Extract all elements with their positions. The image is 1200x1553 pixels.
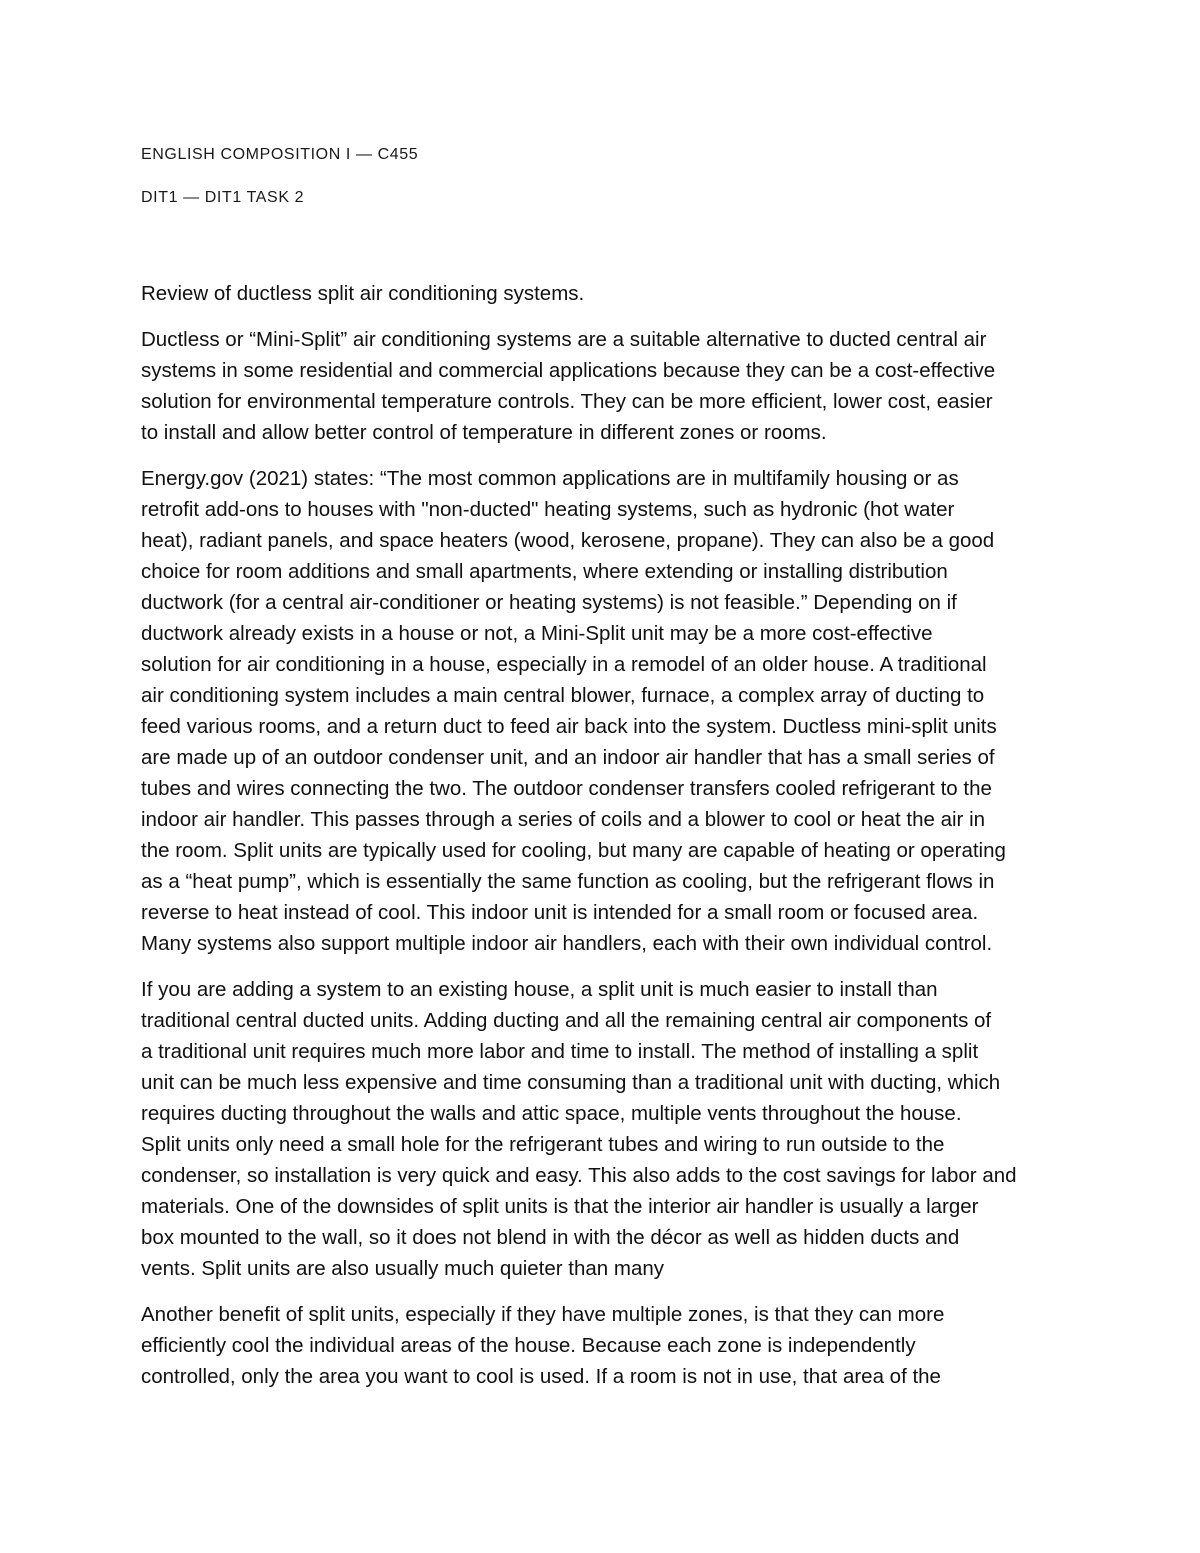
text-line: to install and allow better control of temperature in different zones or rooms. bbox=[141, 421, 827, 444]
essay-title bbox=[141, 278, 1061, 309]
text-line: Split units only need a small hole for the refrigerant tubes and wiring to run outside to the bbox=[141, 1133, 945, 1156]
paragraph bbox=[141, 1299, 1061, 1392]
text-line: If you are adding a system to an existing house, a split unit is much easier to install than bbox=[141, 978, 938, 1001]
paragraph bbox=[141, 974, 1061, 1284]
text-line: indoor air handler. This passes through a series of coils and a blower to cool or heat the air in bbox=[141, 808, 986, 831]
text-line: requires ducting throughout the walls and attic space, multiple vents throughout the house. bbox=[141, 1102, 962, 1125]
text-line: Energy.gov (2021) states: “The most common applications are in multifamily housing or as bbox=[141, 467, 959, 490]
text-line: efficiently cool the individual areas of the house. Because each zone is independently bbox=[141, 1334, 916, 1357]
text-line: ductwork already exists in a house or not, a Mini-Split unit may be a more cost-effective bbox=[141, 622, 933, 645]
text-line: the room. Split units are typically used for cooling, but many are capable of heating or operating bbox=[141, 839, 1006, 862]
essay-body bbox=[141, 278, 1061, 1407]
text-line: condenser, so installation is very quick and easy. This also adds to the cost savings for labor and bbox=[141, 1164, 1017, 1187]
text-line: vents. Split units are also usually much quieter than many bbox=[141, 1257, 665, 1280]
text-line: air conditioning system includes a main central blower, furnace, a complex array of ducting to bbox=[141, 684, 985, 707]
text-line: heat), radiant panels, and space heaters (wood, kerosene, propane). They can also be a good bbox=[141, 529, 995, 552]
course-title: ENGLISH COMPOSITION I — C455 bbox=[141, 146, 419, 163]
text-line: box mounted to the wall, so it does not blend in with the décor as well as hidden ducts and bbox=[141, 1226, 960, 1249]
text-line: traditional central ducted units. Adding ducting and all the remaining central air components of bbox=[141, 1009, 992, 1032]
text-line: systems in some residential and commercial applications because they can be a cost-effective bbox=[141, 359, 996, 382]
text-line: tubes and wires connecting the two. The outdoor condenser transfers cooled refrigerant to the bbox=[141, 777, 992, 800]
text-line: are made up of an outdoor condenser unit, and an indoor air handler that has a small series of bbox=[141, 746, 995, 769]
text-line: Review of ductless split air conditioning systems. bbox=[141, 282, 585, 305]
essay-paragraphs bbox=[141, 324, 1061, 1392]
paragraph bbox=[141, 463, 1061, 959]
text-line: retrofit add-ons to houses with "non-ducted" heating systems, such as hydronic (hot water bbox=[141, 498, 955, 521]
text-line: Ductless or “Mini-Split” air conditioning systems are a suitable alternative to ducted central air bbox=[141, 328, 987, 351]
text-line: a traditional unit requires much more labor and time to install. The method of installing a split bbox=[141, 1040, 979, 1063]
text-line: reverse to heat instead of cool. This indoor unit is intended for a small room or focused area. bbox=[141, 901, 979, 924]
text-line: Another benefit of split units, especially if they have multiple zones, is that they can more bbox=[141, 1303, 945, 1326]
text-line: feed various rooms, and a return duct to feed air back into the system. Ductless mini-split units bbox=[141, 715, 997, 738]
text-line: controlled, only the area you want to cool is used. If a room is not in use, that area of the bbox=[141, 1365, 941, 1388]
text-line: as a “heat pump”, which is essentially the same function as cooling, but the refrigerant flows in bbox=[141, 870, 995, 893]
text-line: unit can be much less expensive and time consuming than a traditional unit with ducting, which bbox=[141, 1071, 1001, 1094]
text-line: solution for air conditioning in a house, especially in a remodel of an older house. A traditional bbox=[141, 653, 987, 676]
text-line: Many systems also support multiple indoor air handlers, each with their own individual control. bbox=[141, 932, 993, 955]
text-line: materials. One of the downsides of split units is that the interior air handler is usually a larger bbox=[141, 1195, 979, 1218]
paragraph bbox=[141, 324, 1061, 448]
text-line: ductwork (for a central air-conditioner or heating systems) is not feasible.” Depending on if bbox=[141, 591, 957, 614]
task-title: DIT1 — DIT1 TASK 2 bbox=[141, 189, 305, 206]
text-line: choice for room additions and small apartments, where extending or installing distribution bbox=[141, 560, 948, 583]
text-line: solution for environmental temperature controls. They can be more efficient, lower cost, easier bbox=[141, 390, 993, 413]
